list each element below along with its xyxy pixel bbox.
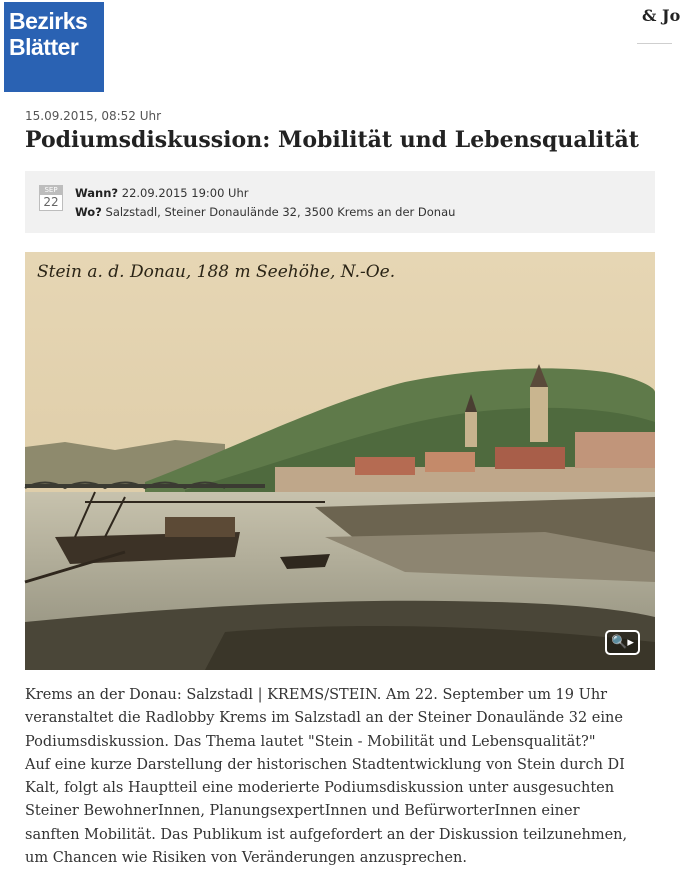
body-line: Podiumsdiskussion. Das Thema lautet "Stein - Mobilität und Lebensqualität?": [25, 733, 596, 750]
logo-line-2: Blätter: [9, 34, 79, 60]
zoom-icon[interactable]: 🔍▸: [605, 630, 640, 655]
body-line: Steiner BewohnerInnen, PlanungsexpertInnen und BefürworterInnen einer: [25, 803, 580, 820]
event-when-label: Wann?: [75, 186, 119, 200]
event-info-box: [25, 171, 655, 233]
top-divider: [637, 43, 672, 44]
article-body: [25, 684, 665, 870]
event-where: [75, 205, 455, 219]
calendar-month: SEP: [40, 186, 62, 195]
body-line: um Chancen wie Risiken von Veränderungen anzusprechen.: [25, 850, 467, 867]
event-when: [75, 186, 248, 200]
bezirksblaetter-logo[interactable]: [4, 2, 104, 92]
calendar-day: 22: [43, 195, 59, 209]
body-line: Kalt, folgt als Hauptteil eine moderierte Podiumsdiskussion unter ausgesuchten: [25, 780, 615, 797]
event-where-label: Wo?: [75, 205, 102, 219]
logo-line-1: Bezirks: [9, 8, 88, 34]
article-timestamp: 15.09.2015, 08:52 Uhr: [25, 109, 162, 123]
article-image[interactable]: [25, 252, 655, 670]
body-line: Auf eine kurze Darstellung der historischen Stadtentwicklung von Stein durch DI: [25, 756, 625, 773]
body-line: veranstaltet die Radlobby Krems im Salzstadl an der Steiner Donaulände 32 eine: [25, 710, 623, 727]
body-line: Krems an der Donau: Salzstadl | KREMS/STEIN. Am 22. September um 19 Uhr: [25, 687, 608, 703]
event-where-value: Salzstadl, Steiner Donaulände 32, 3500 Krems an der Donau: [105, 205, 456, 219]
image-caption: Stein a. d. Donau, 188 m Seehöhe, N.-Oe.: [37, 262, 396, 282]
top-right-nav-text[interactable]: & Jo: [642, 6, 680, 25]
event-when-value: 22.09.2015 19:00 Uhr: [121, 186, 249, 200]
calendar-icon: [39, 185, 63, 211]
body-line: sanften Mobilität. Das Publikum ist aufgefordert an der Diskussion teilzunehmen,: [25, 826, 628, 843]
article-title: Podiumsdiskussion: Mobilität und Lebensqualität: [25, 127, 639, 153]
